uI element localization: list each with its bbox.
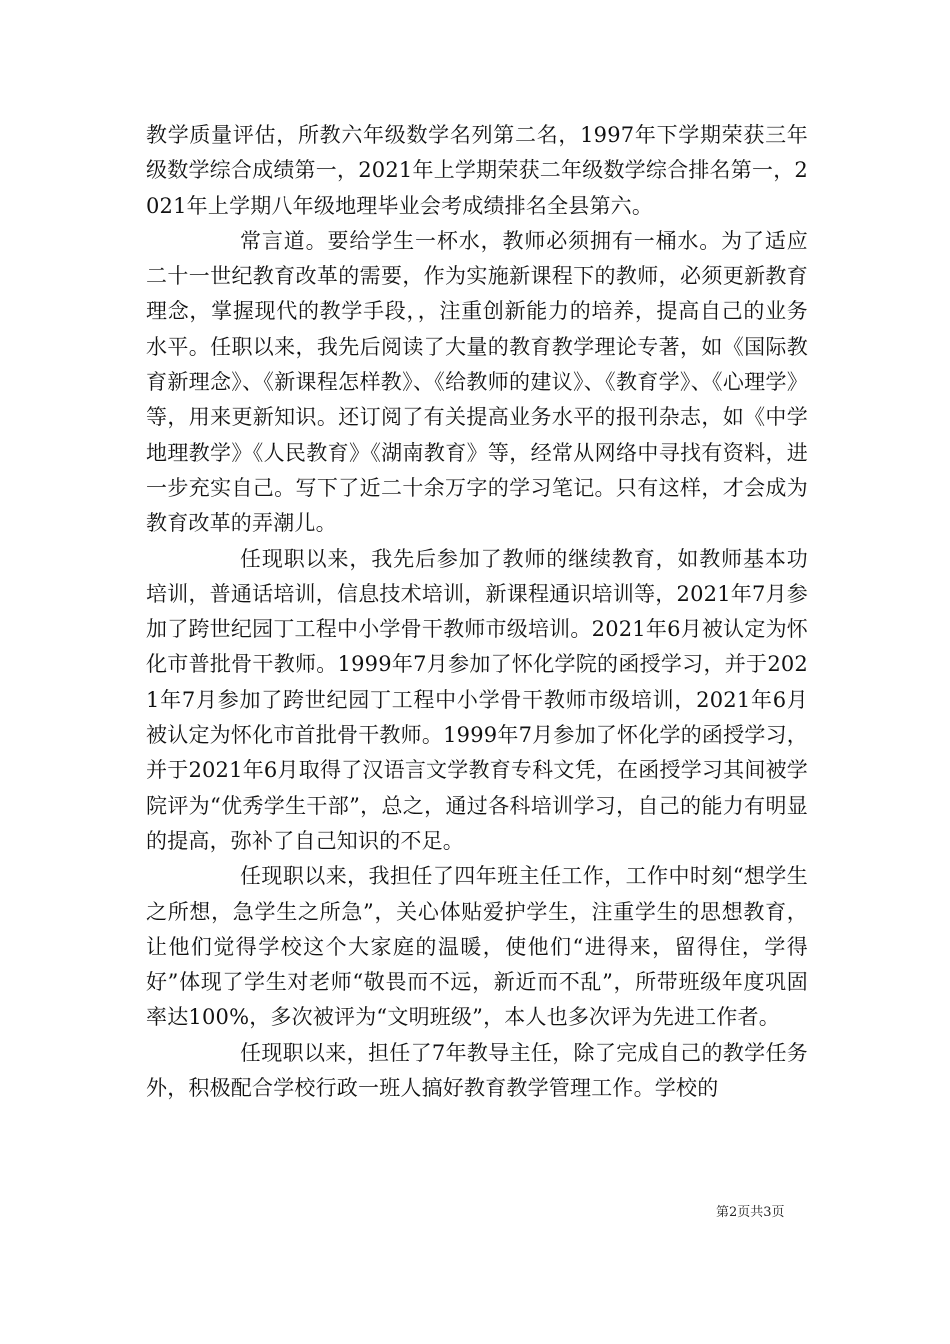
paragraph-2: 常言道。要给学生一杯水，教师必须拥有一桶水。为了适应二十一世纪教育改革的需要，作为实施新课程下的教师，必须更新教育理念，掌握现代的教学手段，，注重创新能力的培养，提高自己的业务水平。任职以来，我先后阅读了大量的教育教学理论专著，如《国际教育新理念》、《新课程怎样教》、《给教师的建议》、《教育学》、《心理学》等，用来更新知识。还订阅了有关提高业务水平的报刊杂志，如《中学地理教学》《人民教育》《湖南教育》等，经常从网络中寻找有资料，进一步充实自己。写下了近二十余万字的学习笔记。只有这样，才会成为教育改革的弄潮儿。 xyxy=(146,228,808,536)
page-number: 第2页共3页 xyxy=(716,1205,785,1220)
document-body xyxy=(146,118,808,1106)
paragraph-4: 任现职以来，我担任了四年班主任工作，工作中时刻“想学生之所想，急学生之所急”，关心体贴爱护学生，注重学生的思想教育，让他们觉得学校这个大家庭的温暖，使他们“进得来，留得住，学得好”体现了学生对老师“敬畏而不远，新近而不乱”，所带班级年度巩固率达100%，多次被评为“文明班级”，本人也多次评为先进工作者。 xyxy=(146,864,808,1030)
paragraph-1: 教学质量评估，所教六年级数学名列第二名，1997年下学期荣获三年级数学综合成绩第一，2021年上学期荣获二年级数学综合排名第一，2021年上学期八年级地理毕业会考成绩排名全县第六。 xyxy=(146,123,808,218)
paragraph-5: 任现职以来，担任了7年教导主任，除了完成自己的教学任务外，积极配合学校行政一班人搞好教育教学管理工作。学校的 xyxy=(146,1040,808,1101)
paragraph-3: 任现职以来，我先后参加了教师的继续教育，如教师基本功培训，普通话培训，信息技术培训，新课程通识培训等，2021年7月参加了跨世纪园丁工程中小学骨干教师市级培训。2021年6月被认定为怀化市普批骨干教师。1999年7月参加了怀化学院的函授学习，并于2021年7月参加了跨世纪园丁工程中小学骨干教师市级培训，2021年6月被认定为怀化市首批骨干教师。1999年7月参加了怀化学的函授学习，并于2021年6月取得了汉语言文学教育专科文凭，在函授学习其间被学院评为“优秀学生干部”，总之，通过各科培训学习，自己的能力有明显的提高，弥补了自己知识的不足。 xyxy=(146,546,808,853)
